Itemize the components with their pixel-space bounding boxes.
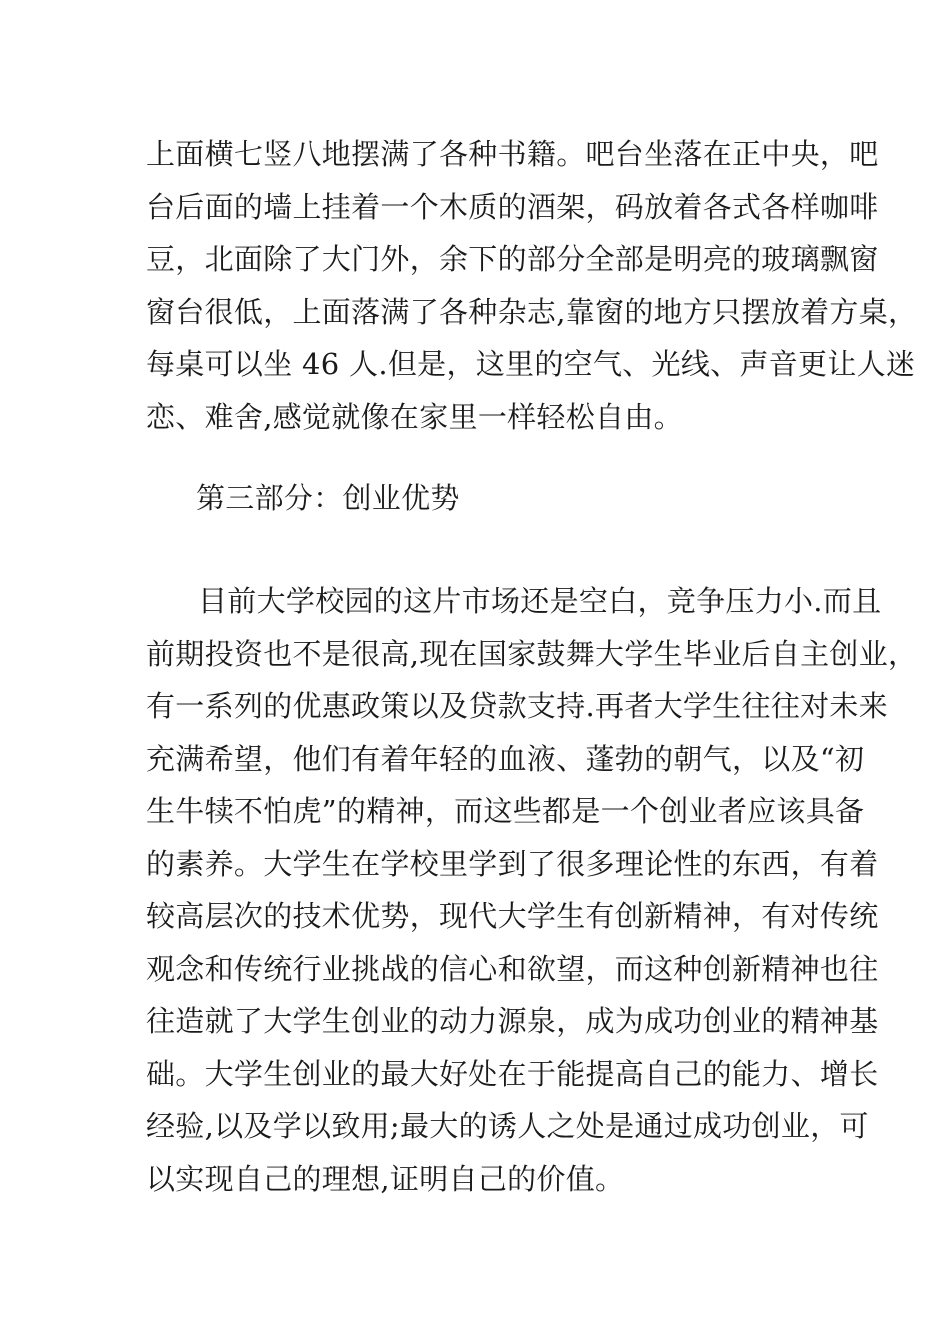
paragraph-line: 生牛犊不怕虎”的精神，而这些都是一个创业者应该具备 (146, 794, 865, 828)
paragraph-line: 充满希望，他们有着年轻的血液、蓬勃的朝气，以及“初 (146, 742, 865, 776)
paragraph-line: 的素养。大学生在学校里学到了很多理论性的东西，有着 (146, 847, 879, 881)
paragraph-line: 有一系列的优惠政策以及贷款支持.再者大学生往往对未来 (146, 689, 889, 723)
paragraph-line: 前期投资也不是很高,现在国家鼓舞大学生毕业后自主创业， (146, 637, 918, 671)
paragraph-line: 往造就了大学生创业的动力源泉，成为成功创业的精神基 (146, 1004, 879, 1038)
section-heading: 第三部分：创业优势 (196, 481, 460, 515)
paragraph-line: 窗台很低，上面落满了各种杂志,靠窗的地方只摆放着方桌， (146, 295, 918, 329)
paragraph-line: 豆，北面除了大门外，余下的部分全部是明亮的玻璃飘窗 (146, 242, 879, 276)
paragraph-line: 每桌可以坐 46 人.但是，这里的空气、光线、声音更让人迷 (146, 347, 916, 381)
paragraph-line: 观念和传统行业挑战的信心和欲望，而这种创新精神也往 (146, 952, 879, 986)
paragraph-line: 台后面的墙上挂着一个木质的酒架，码放着各式各样咖啡 (146, 190, 879, 224)
paragraph-line: 恋、难舍,感觉就像在家里一样轻松自由。 (146, 400, 683, 434)
paragraph-line: 目前大学校园的这片市场还是空白，竞争压力小.而且 (198, 584, 882, 618)
paragraph-line: 以实现自己的理想,证明自己的价值。 (146, 1162, 625, 1196)
paragraph-line: 经验,以及学以致用;最大的诱人之处是通过成功创业，可 (146, 1109, 869, 1143)
paragraph-line: 较高层次的技术优势，现代大学生有创新精神，有对传统 (146, 899, 879, 933)
paragraph-line: 上面横七竖八地摆满了各种书籍。吧台坐落在正中央，吧 (146, 137, 879, 171)
paragraph-line: 础。大学生创业的最大好处在于能提高自己的能力、增长 (146, 1057, 879, 1091)
